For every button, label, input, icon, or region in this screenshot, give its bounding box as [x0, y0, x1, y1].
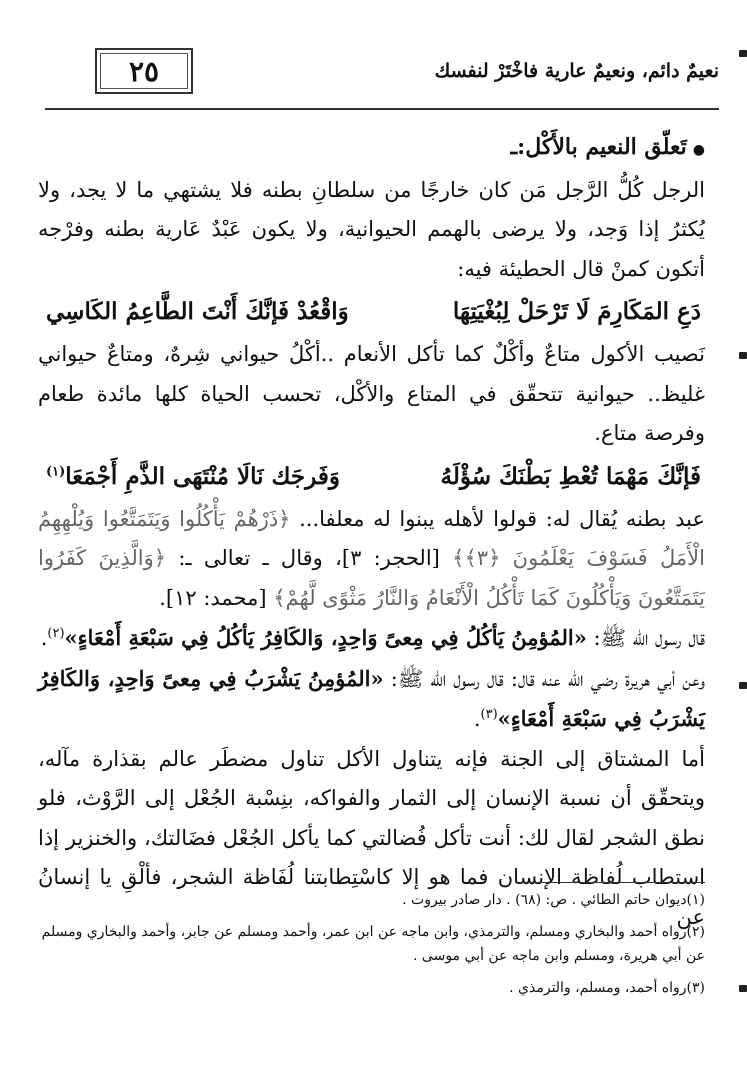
paragraph-6: أما المشتاق إلى الجنة فإنه يتناول الأكل تناول مضطَر عالم بقذارة مآله، ويتحقّق أن نسبة الإنسان إلى الثمار والفواكه، بنِسْبة الجُعْل إلى الرَّوْث، فلو نطق الشجر لقال لك: أنت تأكل فُضالتي كما يأكل الجُعْل فضَالتك، والخنزير إذا استطاب لُفاظة الإنسان فما هو إلا كاسْتِطابتنا لُفَاظة الشجر، فألْقِ يا إنسانُ عن: [38, 746, 706, 929]
footnote-3: (٣)رواه أحمد، ومسلم، والترمذي .: [509, 980, 705, 996]
paragraph-5-end: .: [473, 707, 481, 731]
hadith-1: «المُؤمِنُ يَأكُلُ فِي مِعىً وَاحِدٍ، وَالكَافِرُ يَأكُلُ فِي سَبْعَةِ أَمْعَاءٍ»: [64, 625, 587, 650]
verse-1-first-hemistich: دَعِ المَكَارِمَ لَا تَرْحَلْ لِبُغْيَتِهَا: [452, 298, 701, 325]
footnote-1: (١)ديوان حاتم الطائي . ص: (٦٨) . دار صادر بيروت .: [402, 892, 705, 908]
page-number-box: [95, 48, 193, 94]
footnote-divider: [515, 882, 705, 883]
paragraph-1: الرجل كُلُّ الرَّجل مَن كان خارجًا من سلطانِ بطنه فلا يشتهي ما لا يجد، ولا يُكثرُ إذا وَجد، ولا يرضى بالهمم الحيوانية، ولا يكون عَبْدٌ عَارية بطنه وفرْجه أتكون كمنْ قال الحطيئة فيه:: [38, 177, 705, 281]
footnote-ref-2: (٢): [47, 626, 65, 641]
scan-edge-mark: [739, 50, 747, 57]
scan-edge-mark: [739, 985, 747, 992]
paragraph-2: نَصيب الأكول متاعٌ وأكْلٌ كما تأكل الأنعام ..أكْلُ حيواني شِرهٌ، ومتاعٌ حيواني غليظ.. حيوانية تتحقّق في المتاع والأكْل، تحسب الحياة كلها مائدة طعام وفرصة متاع.: [38, 342, 705, 445]
paragraph-4-end: .: [40, 626, 48, 650]
verse-1-second-hemistich: وَاقْعُدْ فَإنَّكَ أَنْتَ الطَّاعِمُ الكَاسِي: [46, 298, 349, 325]
paragraph-3-mid: [الحجر: ٣]، وقال ـ تعالى ـ:: [166, 546, 453, 570]
paragraph-3-end: [محمد: ١٢].: [159, 585, 274, 610]
paragraph-3: [38, 500, 705, 619]
verse-2-first-hemistich: فَإنَّكَ مَهْمَا تُعْطِ بَطْنَكَ سُؤْلَهُ: [440, 462, 701, 490]
running-title: نعيمٌ دائم، ونعيمٌ عارية فاخْتَرْ لنفسك: [434, 60, 719, 82]
page-number: ٢٥: [128, 54, 160, 88]
paragraph-4-start: قال رسول اللّه ﷺ:: [586, 626, 705, 650]
quran-verse-muhammad: ﴿وَالَّذِينَ كَفَرُوا يَتَمَتَّعُونَ وَيَأْكُلُونَ كَمَا تَأْكُلُ الْأَنْعَامُ وَالنَّارُ مَثْوًى لَّهُمْ﴾: [38, 546, 705, 610]
scan-edge-mark: [739, 352, 747, 359]
section-heading: [38, 128, 705, 171]
section-heading-text: تَعلّق النعيم بالأَكْل:ـ: [510, 134, 687, 160]
hadith-2: «المُؤمِنُ يَشْرَبُ فِي مِعىً وَاحِدٍ، وَالكَافِرُ يَشْرَبُ فِي سَبْعَةِ أَمْعَاءٍ»: [38, 665, 705, 731]
bullet-icon: ●: [692, 142, 705, 158]
footnotes: [38, 888, 705, 1008]
scan-edge-mark: [739, 682, 747, 689]
verse-2-second-hemistich: [46, 454, 340, 500]
paragraph-3-start: عبد بطنه يُقال له: قولوا لأهله يبنوا له معلفا...: [290, 506, 706, 531]
verse-2-second-text: وَفَرجَك نَالَا مُنْتَهَى الذَّمِ أَجْمَعَا: [65, 462, 340, 490]
paragraph-4: [38, 618, 705, 659]
main-text: [38, 128, 705, 937]
footnote-ref-1: (١): [46, 463, 66, 479]
quran-verse-hijr: ﴿ذَرْهُمْ يَأْكُلُوا وَيَتَمَتَّعُوا وَيُلْهِهِمُ الْأَمَلُ فَسَوْفَ يَعْلَمُونَ ﴿٣﴾﴾: [38, 506, 705, 570]
footnote-2: (٢)رواه أحمد والبخاري ومسلم، والترمذي، وابن ماجه عن ابن عمر، وأحمد ومسلم عن جابر، وأحمد والبخاري ومسلم عن أبي هريرة، ومسلم وابن ماجه عن أبي موسى .: [41, 924, 705, 964]
poem-verse-2: [38, 454, 705, 500]
paragraph-5: [38, 659, 705, 740]
footnote-ref-3: (٣): [480, 707, 498, 722]
page-header: [45, 38, 719, 110]
poem-verse-1: [38, 289, 705, 335]
paragraph-5-start: وعن أبي هريرة رضي الله عنه قال: قال رسول اللّه ﷺ:: [383, 666, 706, 691]
